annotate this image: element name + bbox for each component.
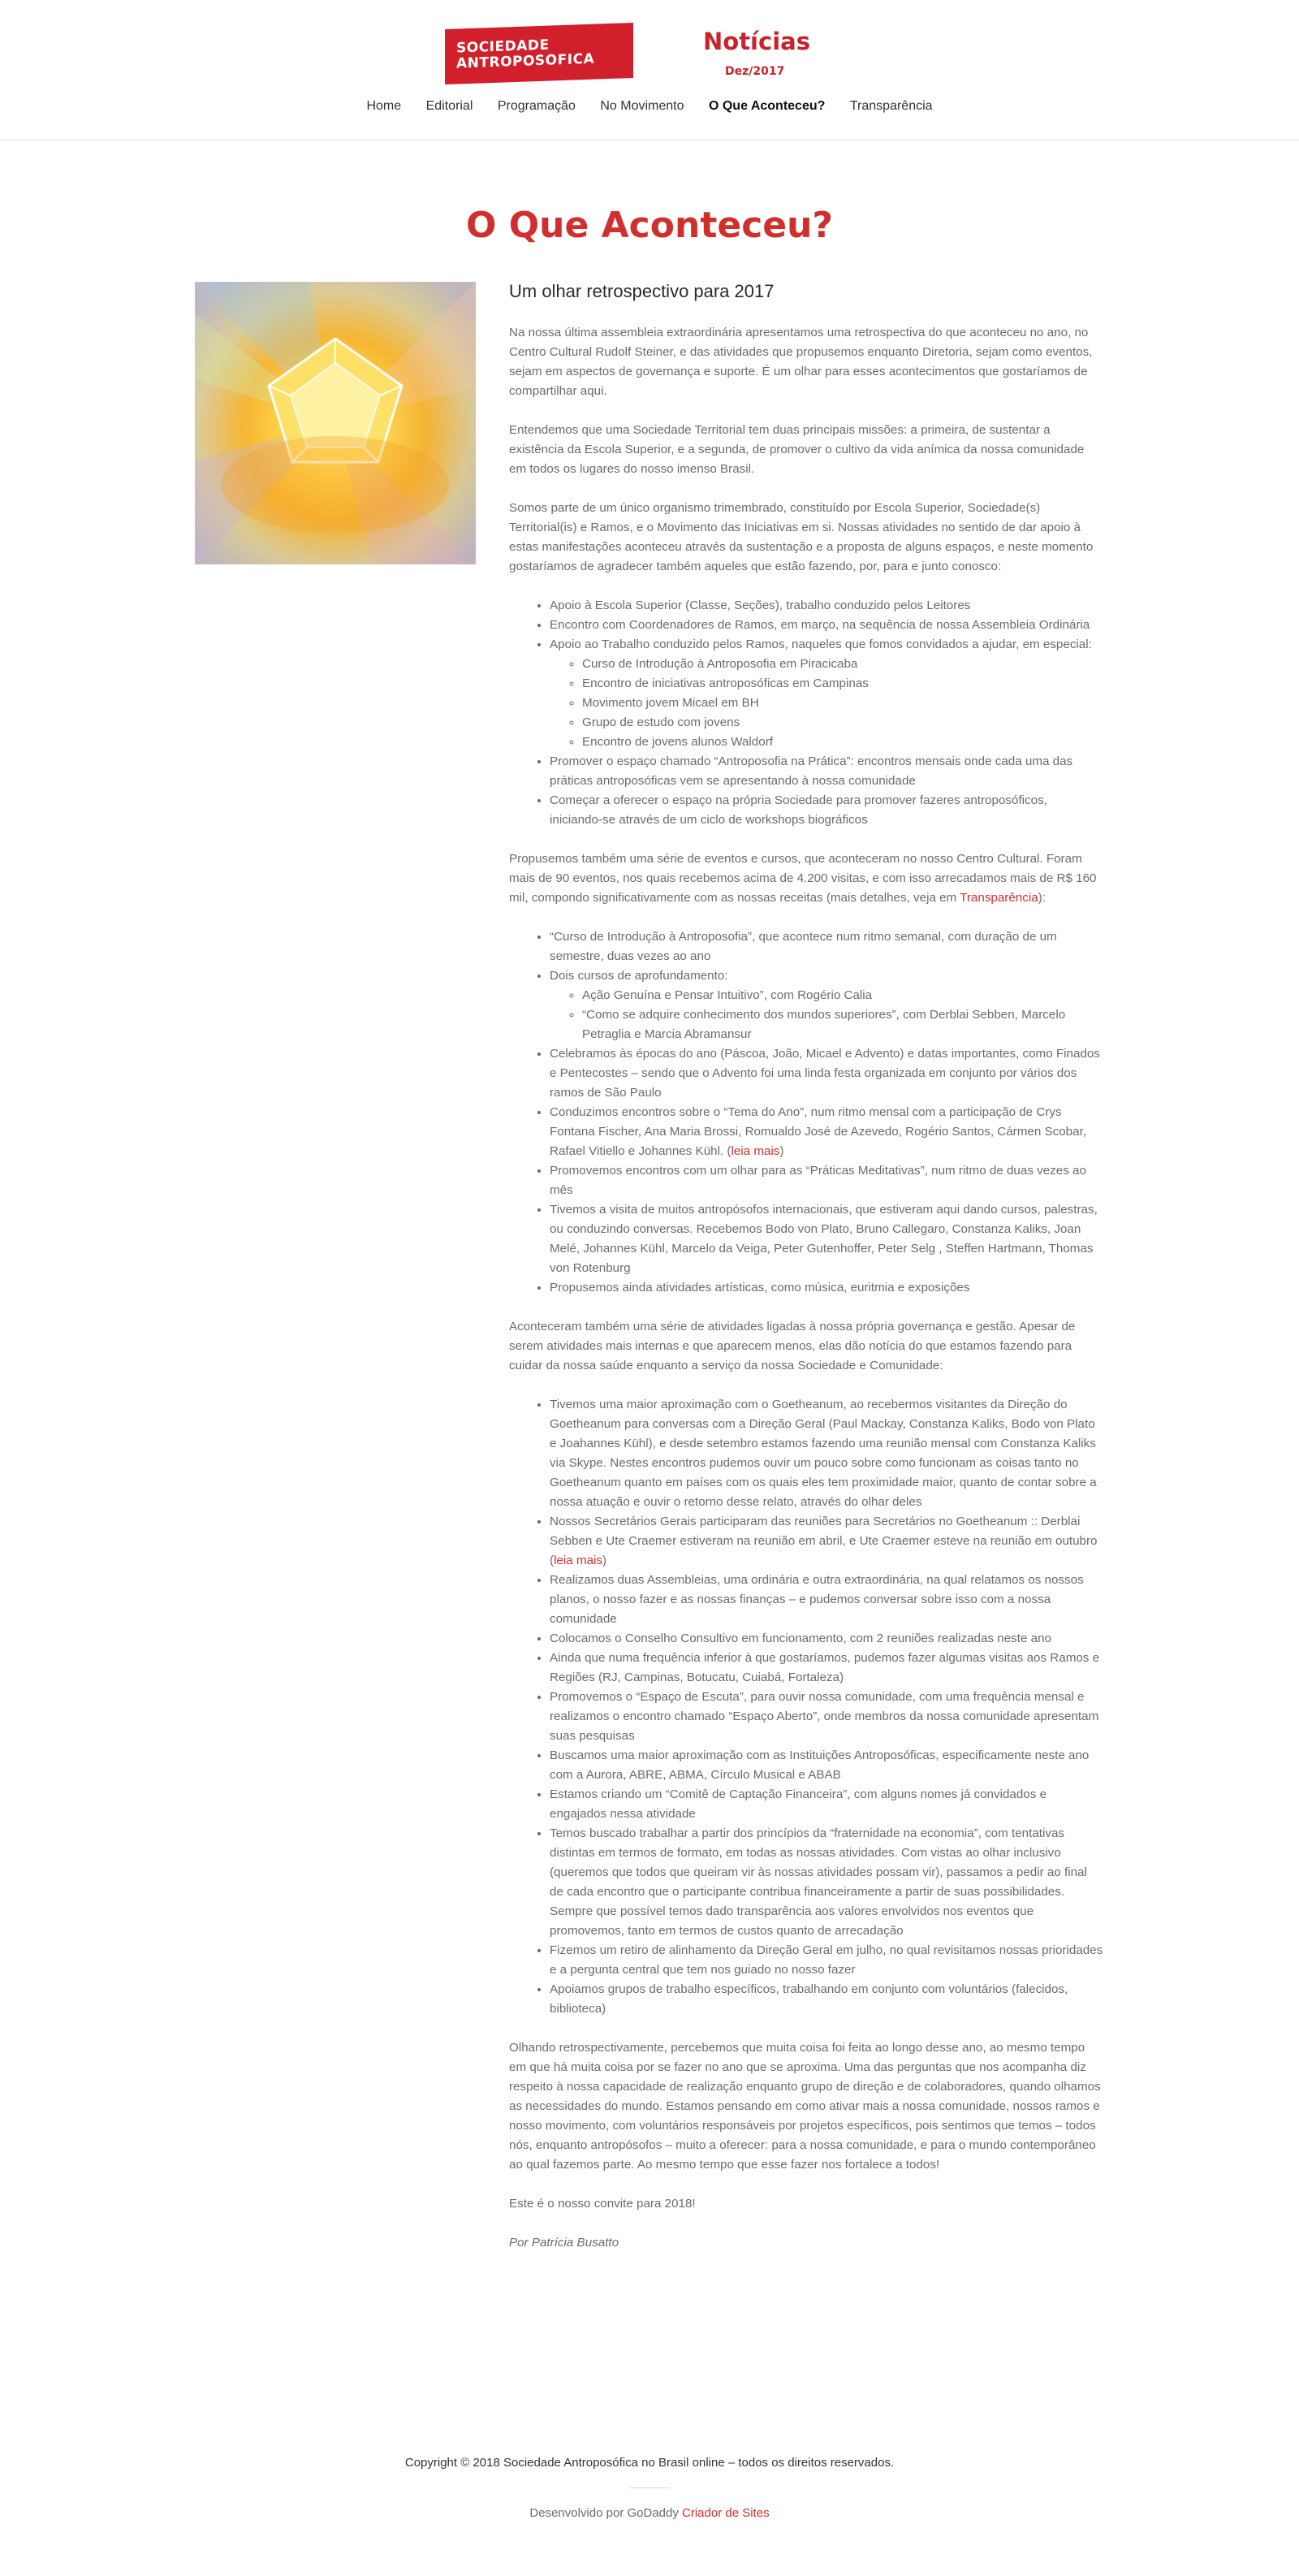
events-list (509, 927, 1103, 1298)
governance-list (509, 1395, 1103, 2019)
list-item: ◦ “Como se adquire conhecimento dos mundos superiores”, com Derblai Sebben, Marcelo Petraglia e Marcia Abramansur (582, 1005, 1103, 1044)
paragraph-governance: Aconteceram também uma série de atividades ligadas à nossa própria governança e gestão. Apesar de serem atividades mais internas e que aparecem menos, elas dão notícia do que estamos fazendo para cuidar da nossa saúde enquanto a serviço da nossa Sociedade e Comunidade: (509, 1320, 1076, 1372)
list-item: ◦ Ação Genuína e Pensar Intuitivo”, com Rogério Calia (582, 986, 1103, 1005)
leia-mais-link[interactable]: leia mais (554, 1554, 602, 1567)
list-item: ◦ Movimento jovem Micael em BH (582, 694, 1103, 713)
paragraph-retrospective: Olhando retrospectivamente, percebemos que muita coisa foi feita ao longo desse ano, ao mesmo tempo em que há muita coisa por se fazer no ano que se aproxima. Uma das perguntas que nos acompanha diz respeito à nossa capacidade de realização enquanto grupo de direção e de colaboradores, quando olhamos as necessidades do mundo. Estamos pensando em como ativar mais a nossa comunidade, nossos ramos e nosso movimento, com voluntários responsáveis por projetos específicos, pois sentimos que temos – todos nós, enquanto antropósofos – muito a oferecer: para a nossa comunidade, e para o mundo contemporâneo ao qual fazemos parte. Ao mesmo tempo que esse fazer nos fortalece a todos! (509, 2041, 1101, 2172)
logo-line1: SOCIEDADE (456, 37, 550, 57)
list-item: • Realizamos duas Assembleias, uma ordinária e outra extraordinária, na qual relatamos os nossos planos, o nosso fazer e as nossas finanças – e pudemos conversar sobre isso com a nossa comunidade (550, 1571, 1103, 1629)
credit-line (0, 2506, 1299, 2520)
article-signature: Por Patrícia Busatto (509, 2236, 619, 2250)
list-item: • Apoiamos grupos de trabalho específicos, trabalhando em conjunto com voluntários (falecidos, biblioteca) (550, 1980, 1103, 2019)
list-item: ◦ Encontro de jovens alunos Waldorf (582, 733, 1103, 752)
transparencia-link[interactable]: Transparência (960, 891, 1038, 905)
nav-home[interactable]: Home (366, 99, 402, 113)
credit-prefix: Desenvolvido por GoDaddy (529, 2506, 683, 2520)
nav-programacao[interactable]: Programação (497, 99, 576, 113)
article-subtitle: Um olhar retrospectivo para 2017 (509, 281, 775, 301)
paragraph-intro: Na nossa última assembleia extraordinária apresentamos uma retrospectiva do que aconteceu no ano, no Centro Cultural Rudolf Steiner, e das atividades que propusemos enquanto Diretoria, sejam como eventos, sejam em aspectos de governança e suporte. É um olhar para esses acontecimentos que gostaríamos de compartilhar aqui. (509, 326, 1093, 398)
logo-line2: ANTROPOSOFICA (456, 50, 595, 72)
list-item: • Encontro com Coordenadores de Ramos, em março, na sequência de nossa Assembleia Ordinária (550, 616, 1103, 635)
list-item: ◦ Grupo de estudo com jovens (582, 713, 1103, 733)
list-item (550, 1512, 1103, 1571)
copyright-text: Copyright © 2018 Sociedade Antroposófica no Brasil online – todos os direitos reservados. (404, 2456, 895, 2470)
paragraph-invitation: Este é o nosso convite para 2018! (509, 2197, 696, 2211)
list-item: • “Curso de Introdução à Antroposofia”, que acontece num ritmo semanal, com duração de um semestre, duas vezes ao ano (550, 927, 1103, 966)
list-item: • Promovemos encontros com um olhar para as “Práticas Meditativas”, num ritmo de duas vezes ao mês (550, 1161, 1103, 1200)
list-item-end: ) (602, 1554, 607, 1567)
site-header (0, 0, 1299, 140)
list-item-text: Conduzimos encontros sobre o “Tema do Ano”, num ritmo mensal com a participação de Crys Fontana Fischer, Ana Maria Brossi, Romualdo José de Azevedo, Rogério Santos, Cármen Scobar, Rafael Vitiello e Johannes Kühl. ( (550, 1105, 1087, 1158)
leia-mais-link[interactable]: leia mais (731, 1144, 780, 1158)
logo-date: Dez/2017 (725, 65, 785, 78)
list-item: • Fizemos um retiro de alinhamento da Direção Geral em julho, no qual revisitamos nossas prioridades e a pergunta central que tem nos guiado no nosso fazer (550, 1941, 1103, 1980)
main-nav (0, 99, 1299, 114)
list-item-text: Nossos Secretários Gerais participaram das reuniões para Secretários no Goetheanum :: Derblai Sebben e Ute Craemer estiveram na reunião em abril, e Ute Craemer esteve na reunião em outubro ( (550, 1515, 1098, 1567)
list-item-end: ) (779, 1144, 784, 1158)
logo-noticias: Notícias (703, 28, 810, 55)
paragraph-events (509, 849, 1103, 908)
nav-transparencia[interactable]: Transparência (849, 99, 933, 113)
site-logo[interactable] (445, 26, 810, 86)
page-title: O Que Aconteceu? (466, 205, 833, 246)
list-item: • Estamos criando um “Comitê de Captação Financeira”, com alguns nomes já convidados e engajados nessa atividade (550, 1785, 1103, 1824)
list-item: ◦ Encontro de iniciativas antroposóficas em Campinas (582, 674, 1103, 694)
list-item: • Buscamos uma maior aproximação com as Instituições Antroposóficas, especificamente neste ano com a Aurora, ABRE, ABMA, Círculo Musical e ABAB (550, 1746, 1103, 1785)
nav-editorial[interactable]: Editorial (425, 99, 473, 113)
nav-no-movimento[interactable]: No Movimento (600, 99, 684, 113)
list-item (550, 1103, 1103, 1161)
support-list (509, 596, 1103, 830)
list-item: • Apoio à Escola Superior (Classe, Seções), trabalho conduzido pelos Leitores (550, 596, 1103, 616)
list-item (550, 966, 1103, 1044)
list-item: • Tivemos a visita de muitos antropósofos internacionais, que estiveram aqui dando cursos, palestras, ou conduzindo conversas. Recebemos Bodo von Plato, Bruno Callegaro, Constanza Kaliks, Joan Melé, Johannes Kühl, Marcelo da Veiga, Peter Gutenhoffer, Peter Selg , Steffen Hartmann, Thomas von Rotenburg (550, 1200, 1103, 1278)
list-item: • Propusemos ainda atividades artísticas, como música, euritmia e exposições (550, 1278, 1103, 1298)
site-footer (0, 2456, 1299, 2520)
list-item: • Começar a oferecer o espaço na própria Sociedade para promover fazeres antroposóficos, iniciando-se através de um ciclo de workshops biográficos (550, 791, 1103, 830)
site-builder-link[interactable]: Criador de Sites (682, 2506, 770, 2520)
support-sublist (550, 655, 1103, 752)
paragraph-events-end: ): (1038, 891, 1046, 905)
events-sublist (550, 986, 1103, 1044)
list-item: ◦ Curso de Introdução à Antroposofia em Piracicaba (582, 655, 1103, 674)
article-content (509, 278, 1103, 2272)
list-item (550, 635, 1103, 752)
list-item: • Temos buscado trabalhar a partir dos princípios da “fraternidade na economia”, com tentativas distintas em termos de formato, em todas as nossas atividades. Com vistas ao olhar inclusivo (queremos que todos que queiram vir às nossas atividades possam vir), passamos a pedir ao final de cada encontro que o participante contribua financeiramente a partir de suas possibilidades. Sempre que possível temos dado transparência aos valores envolvidos nos eventos que promovemos, tanto em termos de custos quanto de arrecadação (550, 1824, 1103, 1941)
paragraph-organism: Somos parte de um único organismo trimembrado, constituído por Escola Superior, Sociedade(s) Territorial(is) e Ramos, e o Movimento das Iniciativas em si. Nossas atividades no sentido de dar apoio à estas manifestações aconteceu através da sustentação e a proposta de alguns espaços, e neste momento gostaríamos de agradecer também aqueles que estão fazendo, por, para e junto conosco: (509, 501, 1094, 573)
list-item: • Tivemos uma maior aproximação com o Goetheanum, ao recebermos visitantes da Direção do Goetheanum para conversas com a Direção Geral (Paul Mackay, Constanza Kaliks, Bodo von Plato e Joahannes Kühl), e desde setembro estamos fazendo uma reunião mensal com Constanza Kaliks via Skype. Nestes encontros pudemos ouvir um pouco sobre como funcionam as coisas tanto no Goetheanum quanto em países com os quais eles tem proximidade maior, quanto de contar sobre a nossa atuação e ouvir o retorno desse relato, através do olhar deles (550, 1395, 1103, 1512)
list-item-text: Apoio ao Trabalho conduzido pelos Ramos, naqueles que fomos convidados a ajudar, em especial: (550, 638, 1092, 651)
list-item: • Colocamos o Conselho Consultivo em funcionamento, com 2 reuniões realizadas neste ano (550, 1629, 1103, 1649)
paragraph-events-text: Propusemos também uma série de eventos e cursos, que aconteceram no nosso Centro Cultural. Foram mais de 90 eventos, nos quais recebemos acima de 4.200 visitas, e com isso arrecadamos mais de R$ 160 mil, compondo significativamente com as nossas receitas (mais detalhes, veja em (509, 852, 1097, 905)
list-item: • Ainda que numa frequência inferior à que gostaríamos, pudemos fazer algumas visitas aos Ramos e Regiões (RJ, Campinas, Botucatu, Cuiabá, Fortaleza) (550, 1649, 1103, 1688)
footer-divider (629, 2487, 670, 2488)
list-item: • Promovemos o “Espaço de Escuta”, para ouvir nossa comunidade, com uma frequência mensal e realizamos o encontro chamado “Espaço Aberto”, onde membros da nossa comunidade apresentam suas pesquisas (550, 1688, 1103, 1746)
paragraph-missions: Entendemos que uma Sociedade Territorial tem duas principais missões: a primeira, de sustentar a existência da Escola Superior, e a segunda, de promover o cultivo da vida anímica da nossa comunidade em todos os lugares do nosso imenso Brasil. (509, 423, 1085, 476)
list-item-text: Dois cursos de aprofundamento: (550, 969, 728, 983)
feature-artwork (195, 282, 476, 564)
list-item: • Celebramos às épocas do ano (Páscoa, João, Micael e Advento) e datas importantes, como Finados e Pentecostes – sendo que o Advento foi uma linda festa organizada em conjunto por vários dos ramos de São Paulo (550, 1044, 1103, 1103)
feature-image (195, 282, 476, 564)
nav-o-que-aconteceu[interactable]: O Que Aconteceu? (708, 99, 826, 113)
logo-badge (445, 23, 633, 84)
list-item: • Promover o espaço chamado “Antroposofia na Prática”: encontros mensais onde cada uma das práticas antroposóficas vem se apresentando à nossa comunidade (550, 752, 1103, 791)
